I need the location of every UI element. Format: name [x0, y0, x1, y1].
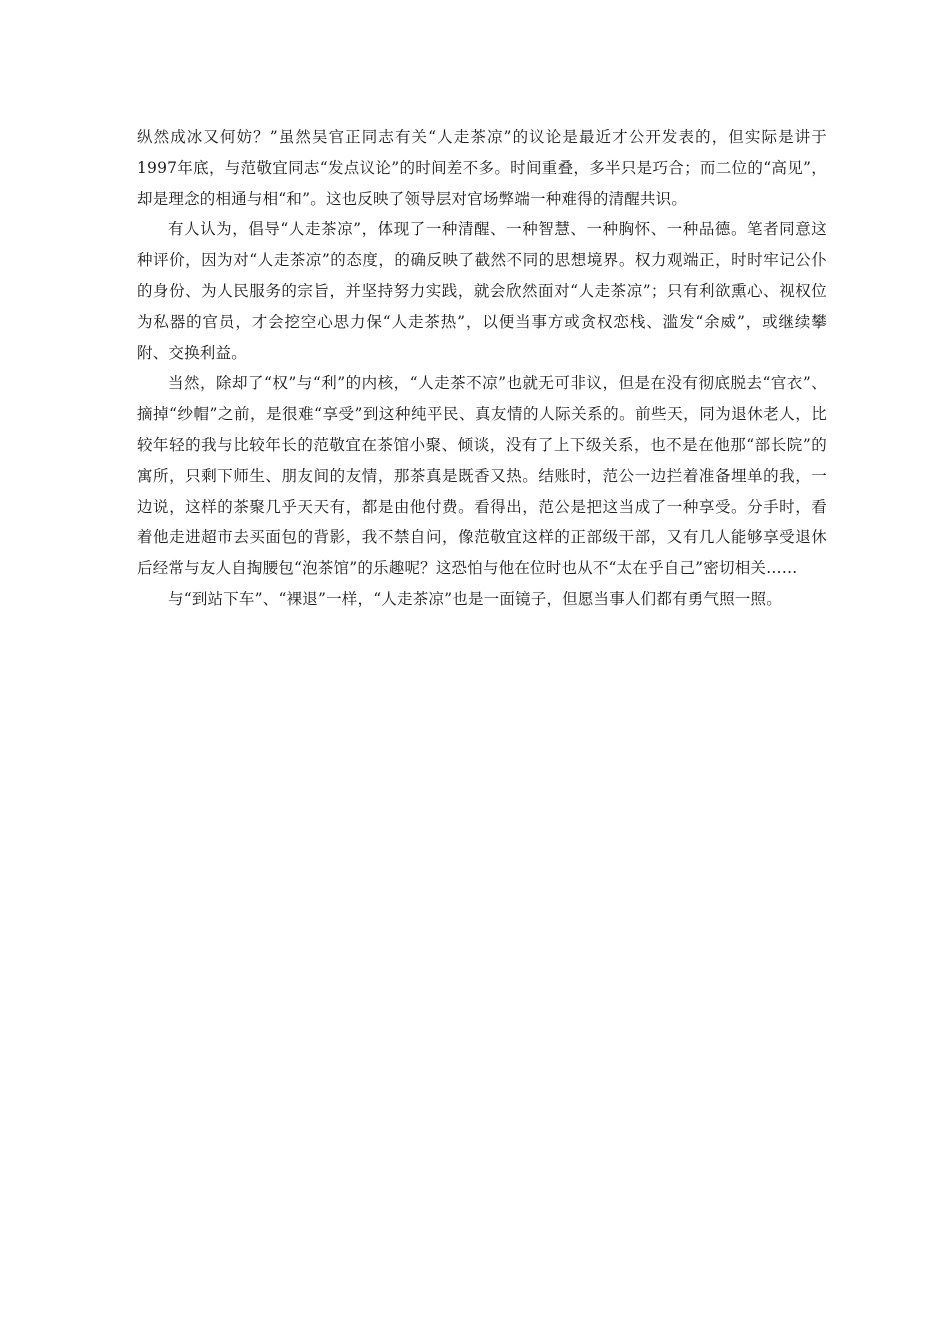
paragraph-conclusion: 与“到站下车”、“裸退”一样，“人走茶凉”也是一面镜子，但愿当事人们都有勇气照一照。 — [168, 589, 782, 608]
article-body — [137, 122, 827, 615]
paragraph-anecdote: 当然，除却了“权”与“利”的内核，“人走茶不凉”也就无可非议，但是在没有彻底脱去“官衣”、摘掉“纱帽”之前，是很难“享受”到这种纯平民、真友情的人际关系的。前些天，同为退休老人，比较年轻的我与比较年长的范敬宜在茶馆小聚、倾谈，没有了上下级关系，也不是在他那“部长院”的寓所，只剩下师生、朋友间的友情，那茶真是既香又热。结账时，范公一边拦着准备埋单的我，一边说，这样的茶聚几乎天天有，都是由他付费。看得出，范公是把这当成了一种享受。分手时，看着他走进超市去买面包的背影，我不禁自问，像范敬宜这样的正部级干部，又有几人能够享受退休后经常与友人自掏腰包“泡茶馆”的乐趣呢？这恐怕与他在位时也从不“太在乎自己”密切相关…… — [137, 374, 827, 578]
paragraph-opinion: 有人认为，倡导“人走茶凉”，体现了一种清醒、一种智慧、一种胸怀、一种品德。笔者同意这种评价，因为对“人走茶凉”的态度，的确反映了截然不同的思想境界。权力观端正，时时牢记公仆的身份、为人民服务的宗旨，并坚持努力实践，就会欣然面对“人走茶凉”；只有利欲熏心、视权位为私器的官员，才会挖空心思力保“人走茶热”，以便当事方或贪权恋栈、滥发“余威”，或继续攀附、交换利益。 — [137, 220, 827, 362]
paragraph-continued: 纵然成冰又何妨？”虽然吴官正同志有关“人走茶凉”的议论是最近才公开发表的，但实际是讲于1997年底，与范敬宜同志“发点议论”的时间差不多。时间重叠，多半只是巧合；而二位的“高见”，却是理念的相通与相“和”。这也反映了领导层对官场弊端一种难得的清醒共识。 — [137, 128, 827, 208]
